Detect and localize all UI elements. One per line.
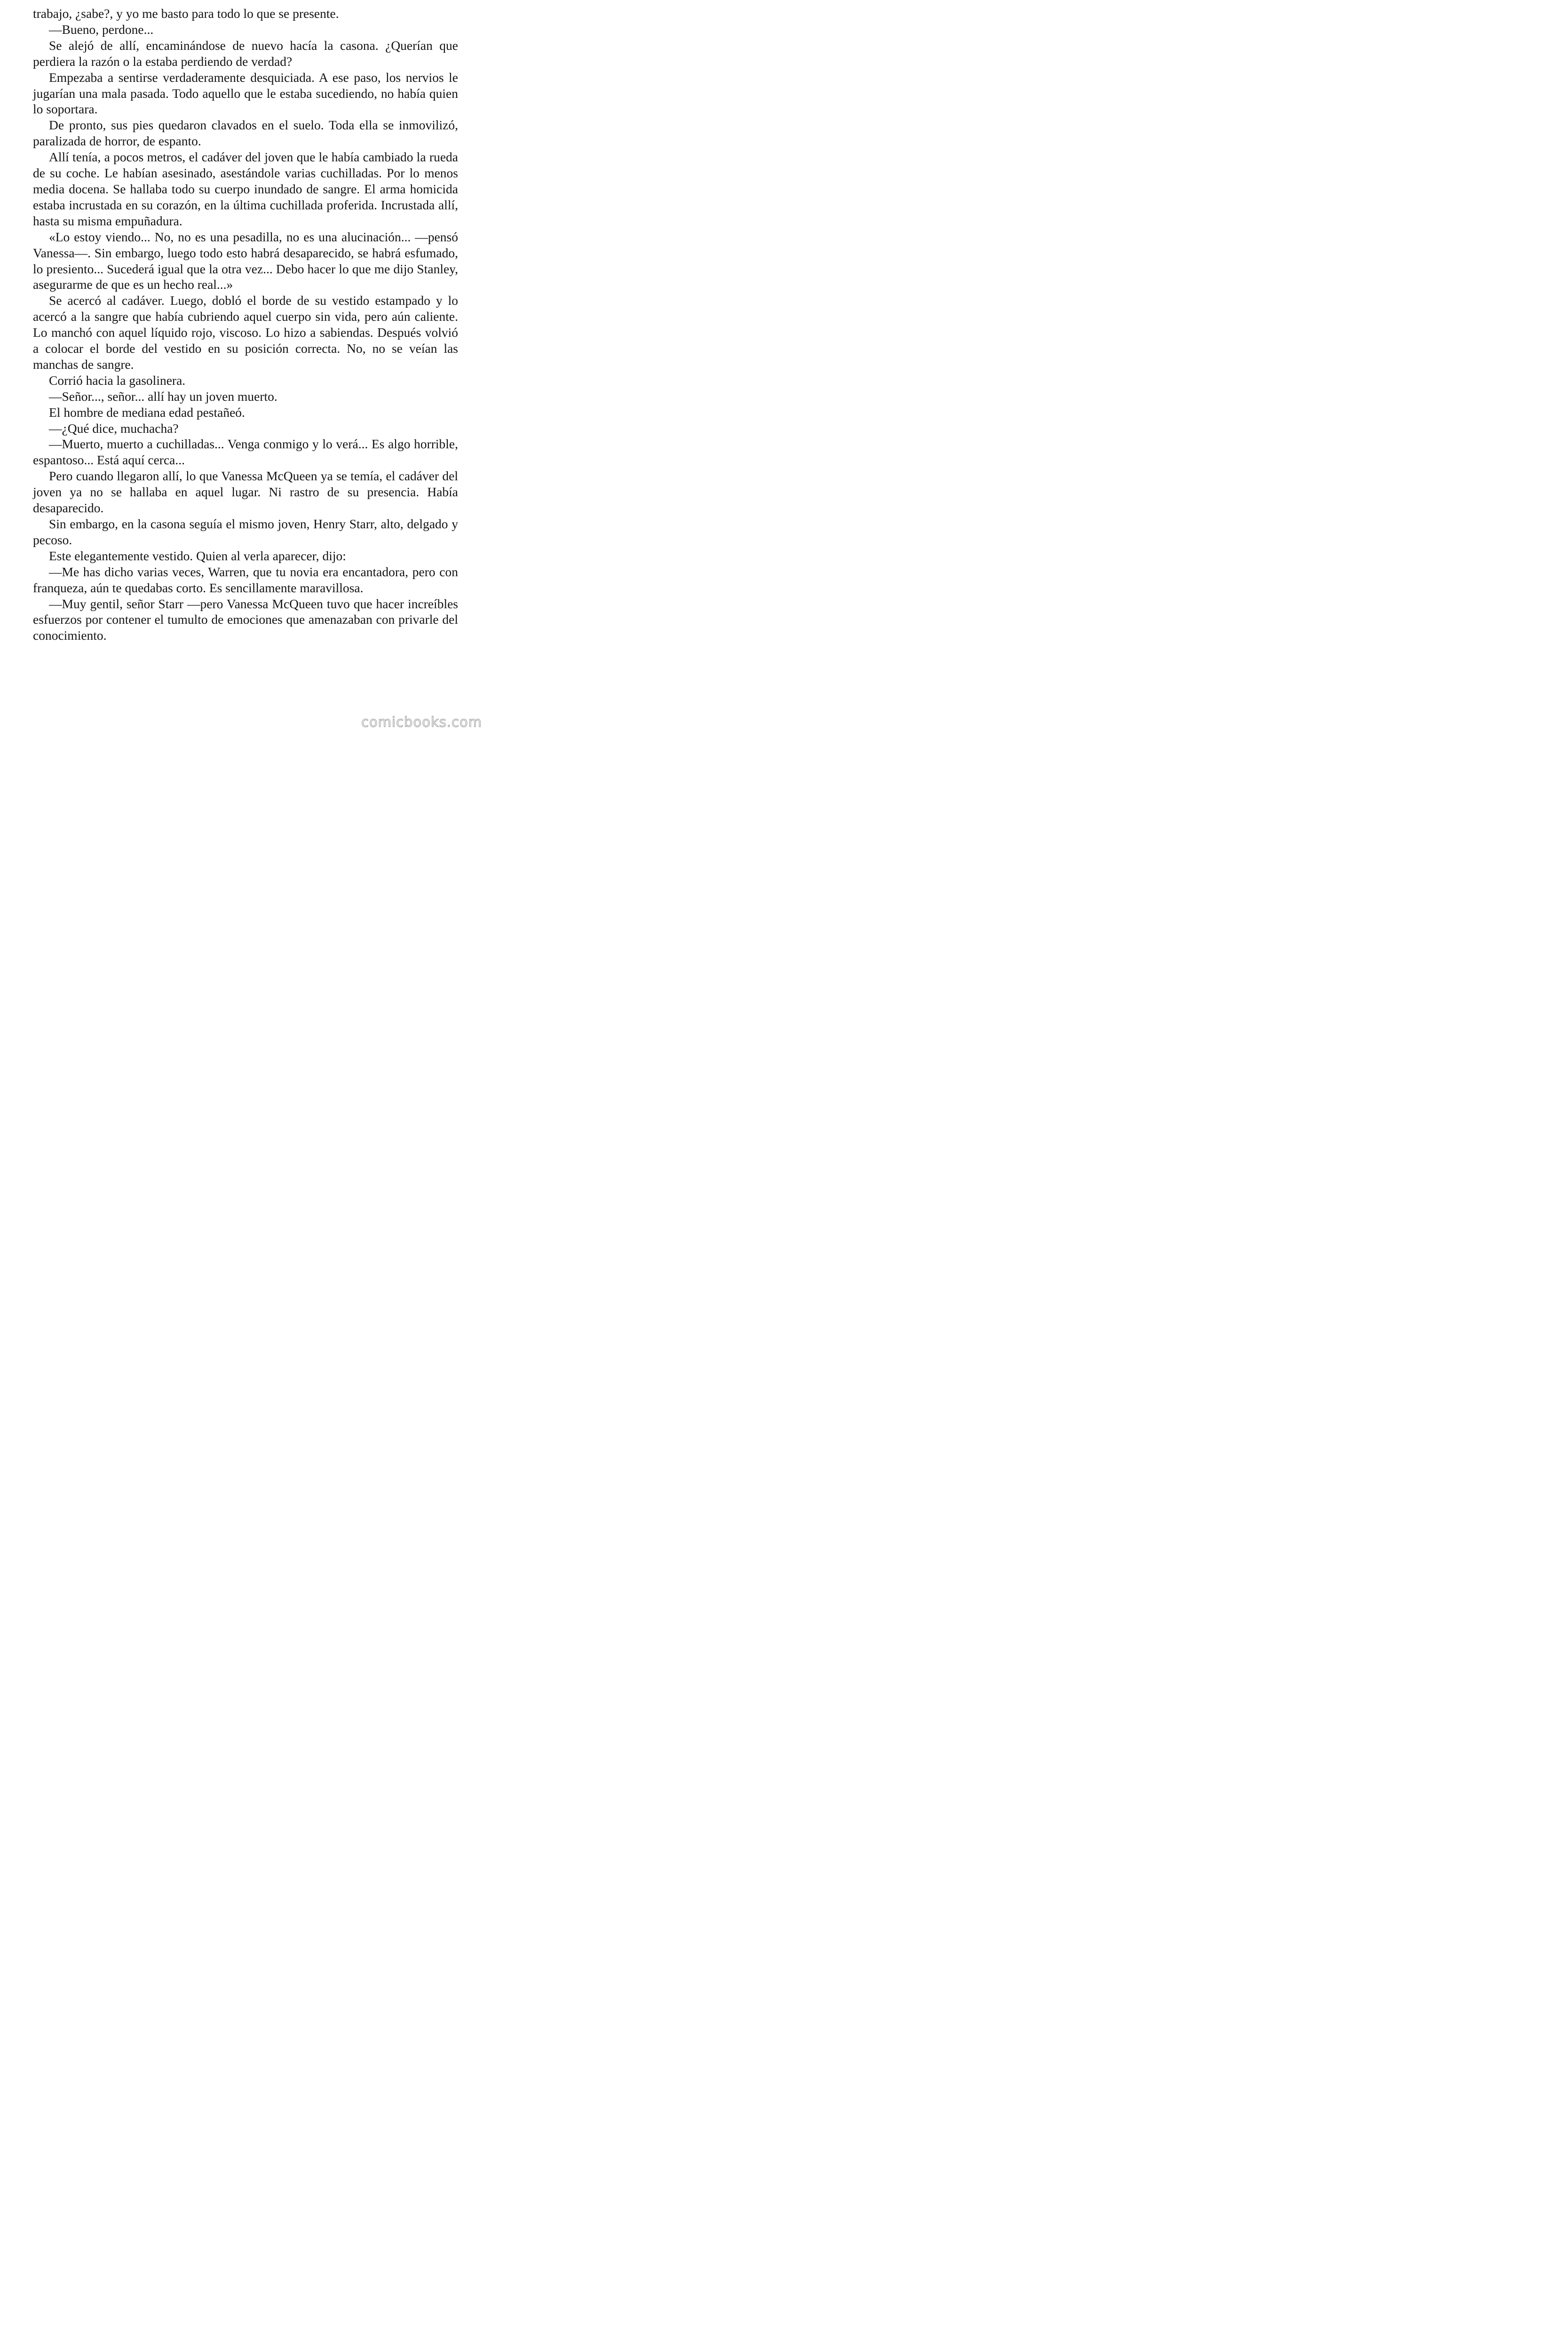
paragraph: De pronto, sus pies quedaron clavados en el suelo. Toda ella se inmovilizó, paralizada de horror, de espanto. — [33, 118, 458, 149]
watermark: comicbooks.com — [361, 714, 482, 730]
paragraph: Este elegantemente vestido. Quien al verla aparecer, dijo: — [49, 548, 346, 563]
paragraph: Se acercó al cadáver. Luego, dobló el borde de su vestido estampado y lo acercó a la sangre que había cubriendo aquel cuerpo sin vida, pero aún caliente. Lo manchó con aquel líquido rojo, viscoso. Lo hizo a sabiendas. Después volvió a colocar el borde del vestido en su posición correcta. No, no se veían las manchas de sangre. — [33, 293, 458, 372]
paragraph: Allí tenía, a pocos metros, el cadáver del joven que le había cambiado la rueda de su coche. Le habían asesinado, asestándole varias cuchilladas. Por lo menos media docena. Se hallaba todo su cuerpo inundado de sangre. El arma homicida estaba incrustada en su corazón, en la última cuchillada proferida. Incrustada allí, hasta su misma empuñadura. — [33, 150, 458, 228]
paragraph: —Muy gentil, señor Starr —pero Vanessa McQueen tuvo que hacer increíbles esfuerzos por contener el tumulto de emociones que amenazaban con privarle del conocimiento. — [33, 596, 458, 643]
page-body — [33, 6, 458, 644]
paragraph: —Señor..., señor... allí hay un joven muerto. — [49, 389, 277, 404]
paragraph: Pero cuando llegaron allí, lo que Vanessa McQueen ya se temía, el cadáver del joven ya no se hallaba en aquel lugar. Ni rastro de su presencia. Había desaparecido. — [33, 469, 458, 516]
paragraph: Sin embargo, en la casona seguía el mismo joven, Henry Starr, alto, delgado y pecoso. — [33, 516, 458, 547]
paragraph: «Lo estoy viendo... No, no es una pesadilla, no es una alucinación... —pensó Vanessa—. Sin embargo, luego todo esto habrá desaparecido, se habrá esfumado, lo presiento... Sucederá igual que la otra vez... Debo hacer lo que me dijo Stanley, asegurarme de que es un hecho real...» — [33, 229, 458, 292]
paragraph-continuation: trabajo, ¿sabe?, y yo me basto para todo lo que se presente. — [33, 6, 339, 21]
paragraph: —¿Qué dice, muchacha? — [49, 421, 179, 436]
paragraph: —Bueno, perdone... — [49, 22, 154, 37]
paragraph: Corrió hacia la gasolinera. — [49, 373, 186, 388]
paragraph: Se alejó de allí, encaminándose de nuevo hacía la casona. ¿Querían que perdiera la razón o la estaba perdiendo de verdad? — [33, 38, 458, 69]
paragraph: Empezaba a sentirse verdaderamente desquiciada. A ese paso, los nervios le jugarían una mala pasada. Todo aquello que le estaba sucediendo, no había quien lo soportara. — [33, 70, 458, 117]
paragraph: —Muerto, muerto a cuchilladas... Venga conmigo y lo verá... Es algo horrible, espantoso... Está aquí cerca... — [33, 437, 458, 468]
paragraph: —Me has dicho varias veces, Warren, que tu novia era encantadora, pero con franqueza, aún te quedabas corto. Es sencillamente maravillosa. — [33, 564, 458, 595]
paragraph: El hombre de mediana edad pestañeó. — [49, 405, 245, 420]
